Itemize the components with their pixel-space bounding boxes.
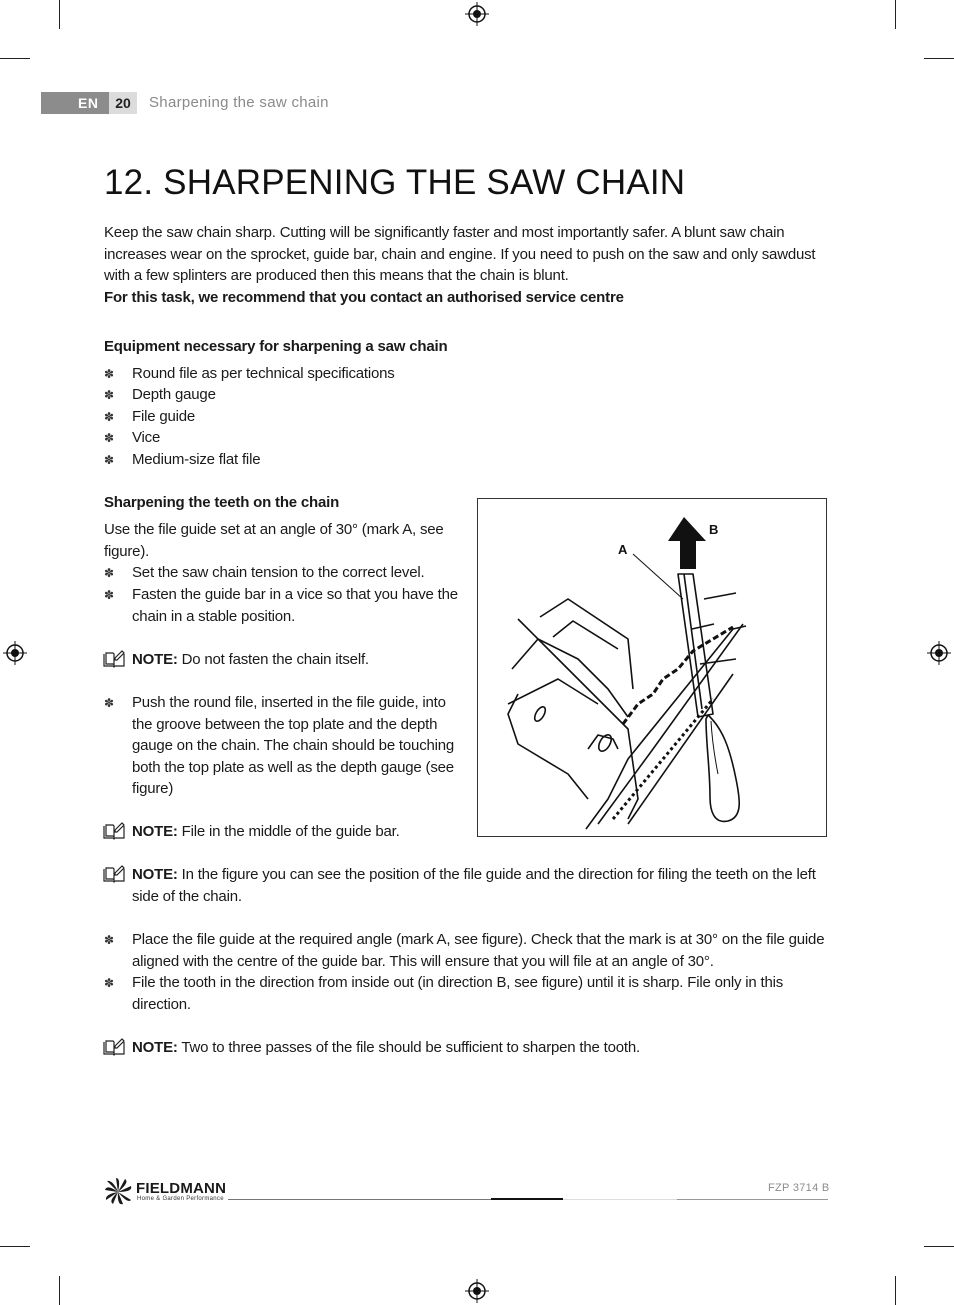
teeth-step-line: Fasten the guide bar in a vice so that you have the bbox=[132, 586, 458, 603]
note-book-icon bbox=[103, 865, 125, 883]
registration-mark-icon bbox=[465, 2, 489, 26]
teeth-heading: Sharpening the teeth on the chain bbox=[104, 494, 340, 511]
brand-name: FIELDMANN bbox=[136, 1180, 227, 1197]
note-text: In the figure you can see the position of the file guide and the direction for filing the teeth on the left bbox=[181, 866, 816, 883]
registration-mark-icon bbox=[465, 1279, 489, 1303]
equipment-heading: Equipment necessary for sharpening a saw chain bbox=[104, 338, 448, 355]
teeth-step-line: Push the round file, inserted in the file guide, into bbox=[132, 694, 446, 711]
teeth-intro-line: Use the file guide set at an angle of 30° (mark A, see bbox=[104, 521, 444, 538]
footer-divider bbox=[563, 1199, 677, 1200]
teeth-step bbox=[132, 692, 462, 800]
figure-label-b: B bbox=[709, 522, 719, 537]
note-book-icon bbox=[103, 650, 125, 668]
teeth-step-line: figure) bbox=[132, 780, 174, 798]
teeth-step-line: File the tooth in the direction from inside out (in direction B, see figure) until it is sharp. File only in this bbox=[132, 974, 784, 991]
equipment-item: Medium-size flat file bbox=[132, 451, 261, 468]
header-language: EN bbox=[78, 95, 99, 111]
page-title: 12. SHARPENING THE SAW CHAIN bbox=[104, 163, 686, 202]
crop-mark bbox=[924, 58, 954, 59]
crop-mark bbox=[895, 1276, 896, 1305]
teeth-step bbox=[132, 972, 832, 1015]
note-label: NOTE: bbox=[132, 651, 178, 668]
registration-mark-icon bbox=[927, 641, 951, 665]
crop-mark bbox=[59, 0, 60, 29]
direction-arrow-icon bbox=[668, 517, 706, 569]
teeth-step-line: Place the file guide at the required angle (mark A, see figure). Check that the mark is at 30° on the file guide bbox=[132, 931, 825, 948]
intro-recommendation: For this task, we recommend that you contact an authorised service centre bbox=[104, 288, 624, 306]
header-language-tab bbox=[41, 92, 109, 114]
note-text: Do not fasten the chain itself. bbox=[181, 651, 369, 668]
footer-divider bbox=[677, 1199, 828, 1200]
note-label: NOTE: bbox=[132, 866, 178, 883]
note bbox=[132, 864, 832, 907]
crop-mark bbox=[0, 1246, 30, 1247]
note-text: Two to three passes of the file should be sufficient to sharpen the tooth. bbox=[181, 1039, 640, 1056]
note bbox=[132, 821, 400, 843]
crop-mark bbox=[924, 1246, 954, 1247]
intro-line: Keep the saw chain sharp. Cutting will be significantly faster and most importantly safer. A blunt saw chain bbox=[104, 224, 785, 241]
figure-label-a: A bbox=[618, 542, 628, 557]
brand-tagline: Home & Garden Performance bbox=[137, 1196, 224, 1202]
note bbox=[132, 649, 369, 671]
teeth-intro-line: figure). bbox=[104, 542, 150, 560]
teeth-step-line: Set the saw chain tension to the correct level. bbox=[132, 564, 425, 581]
note-label: NOTE: bbox=[132, 823, 178, 840]
model-code: FZP 3714 B bbox=[768, 1182, 830, 1194]
crop-mark bbox=[0, 58, 30, 59]
gear-bullet-icon: ✽ bbox=[104, 431, 115, 445]
note-book-icon bbox=[103, 1038, 125, 1056]
equipment-item: Vice bbox=[132, 429, 161, 446]
note-text: side of the chain. bbox=[132, 887, 242, 905]
equipment-item: Depth gauge bbox=[132, 386, 216, 403]
gear-bullet-icon: ✽ bbox=[104, 976, 115, 990]
teeth-step-line: the groove between the top plate and the depth bbox=[132, 715, 438, 733]
note-book-icon bbox=[103, 822, 125, 840]
teeth-step-line: chain in a stable position. bbox=[132, 607, 296, 625]
page-number: 20 bbox=[109, 92, 137, 114]
gear-bullet-icon: ✽ bbox=[104, 453, 115, 467]
gear-bullet-icon: ✽ bbox=[104, 388, 115, 402]
registration-mark-icon bbox=[3, 641, 27, 665]
crop-mark bbox=[895, 0, 896, 29]
saw-chain-sharpening-figure bbox=[477, 498, 827, 837]
teeth-step-line: gauge on the chain. The chain should be touching bbox=[132, 737, 455, 755]
teeth-step bbox=[132, 584, 458, 627]
note-label: NOTE: bbox=[132, 1039, 178, 1056]
header-section-title: Sharpening the saw chain bbox=[149, 94, 329, 111]
note bbox=[132, 1037, 640, 1059]
equipment-item: Round file as per technical specifications bbox=[132, 365, 395, 382]
intro-line: with a few splinters are produced then this means that the chain is blunt. bbox=[104, 267, 569, 285]
teeth-step bbox=[132, 562, 424, 584]
gear-bullet-icon: ✽ bbox=[104, 696, 115, 710]
teeth-step bbox=[132, 929, 832, 972]
file-guide-illustration bbox=[478, 499, 826, 836]
gear-bullet-icon: ✽ bbox=[104, 367, 115, 381]
teeth-step-line: both the top plate as well as the depth gauge (see bbox=[132, 758, 454, 776]
crop-mark bbox=[59, 1276, 60, 1305]
fieldmann-logo-icon bbox=[103, 1178, 133, 1206]
equipment-item: File guide bbox=[132, 408, 196, 425]
teeth-step-line: direction. bbox=[132, 995, 191, 1013]
gear-bullet-icon: ✽ bbox=[104, 588, 115, 602]
gear-bullet-icon: ✽ bbox=[104, 933, 115, 947]
teeth-intro bbox=[104, 519, 464, 562]
footer-divider bbox=[228, 1199, 491, 1200]
note-text: File in the middle of the guide bar. bbox=[181, 823, 400, 840]
gear-bullet-icon: ✽ bbox=[104, 566, 115, 580]
gear-bullet-icon: ✽ bbox=[104, 410, 115, 424]
intro-line: increases wear on the sprocket, guide bar, chain and engine. If you need to push on the saw and only sawdust bbox=[104, 245, 816, 263]
teeth-step-line: aligned with the centre of the guide bar. This will ensure that you will file at an angle of 30°. bbox=[132, 952, 714, 970]
footer-divider bbox=[491, 1198, 563, 1200]
intro-paragraph bbox=[104, 222, 834, 308]
